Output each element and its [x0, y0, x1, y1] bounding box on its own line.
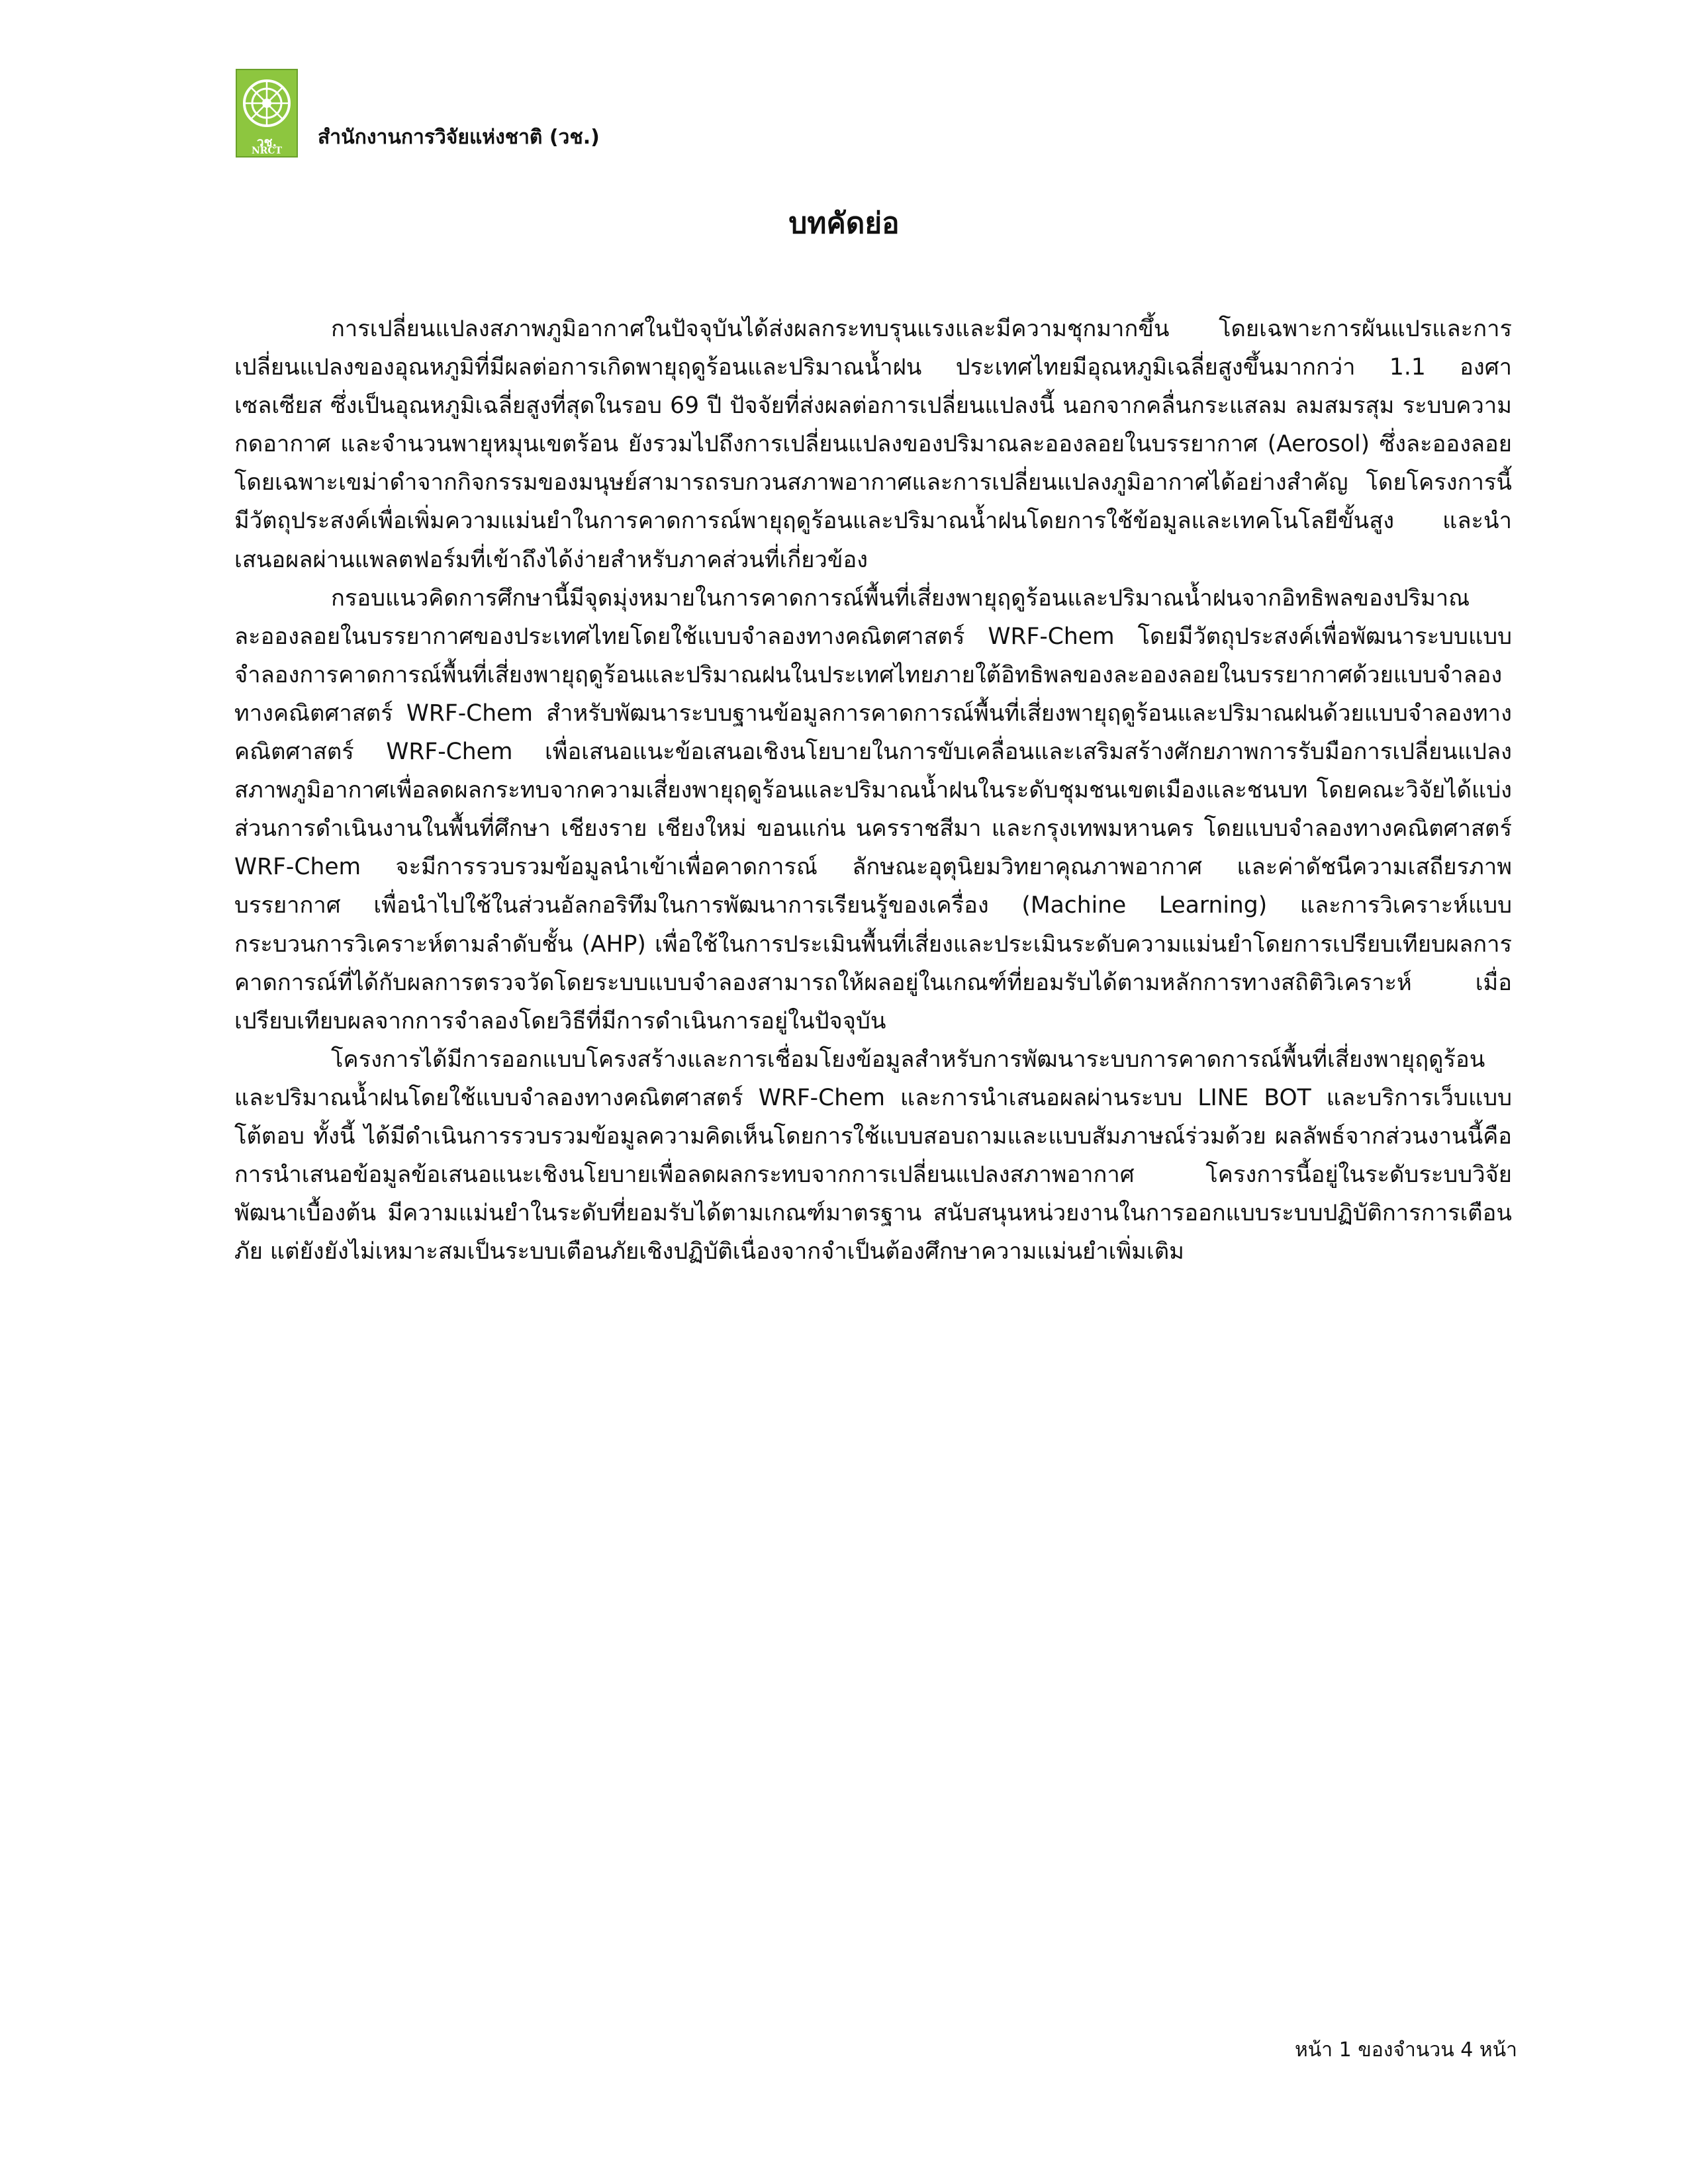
logo-text-thai: วช. [256, 135, 277, 150]
page-number: หน้า 1 ของจำนวน 4 หน้า [1294, 2038, 1517, 2062]
paragraph: การเปลี่ยนแปลงสภาพภูมิอากาศในปัจจุบันได้ส่งผลกระทบรุนแรงและมีความชุกมากขึ้น โดยเฉพาะการผันแปรและการเปลี่ยนแปลงของอุณหภูมิที่มีผลต่อการเกิดพายุฤดูร้อนและปริมาณน้ำฝน ประเทศไทยมีอุณหภูมิเฉลี่ยสูงขึ้นมากกว่า 1.1 องศาเซลเซียส ซึ่งเป็นอุณหภูมิเฉลี่ยสูงที่สุดในรอบ 69 ปี ปัจจัยที่ส่งผลต่อการเปลี่ยนแปลงนี้ นอกจากคลื่นกระแสลม ลมสมรสุม ระบบความกดอากาศ และจำนวนพายุหมุนเขตร้อน ยังรวมไปถึงการเปลี่ยนแปลงของปริมาณละอองลอยในบรรยากาศ (Aerosol) ซึ่งละอองลอยโดยเฉพาะเขม่าดำจากกิจกรรมของมนุษย์สามารถรบกวนสภาพอากาศและการเปลี่ยนแปลงภูมิอากาศได้อย่างสำคัญ โดยโครงการนี้มีวัตถุประสงค์เพื่อเพิ่มความแม่นยำในการคาดการณ์พายุฤดูร้อนและปริมาณน้ำฝนโดยการใช้ข้อมูลและเทคโนโลยีขั้นสูง และนำเสนอผลผ่านแพลตฟอร์มที่เข้าถึงได้ง่ายสำหรับภาคส่วนที่เกี่ยวข้อง [234, 316, 1512, 573]
paragraph: โครงการได้มีการออกแบบโครงสร้างและการเชื่อมโยงข้อมูลสำหรับการพัฒนาระบบการคาดการณ์พื้นที่เสี่ยงพายุฤดูร้อนและปริมาณน้ำฝนโดยใช้แบบจำลองทางคณิตศาสตร์ WRF-Chem และการนำเสนอผลผ่านระบบ LINE BOT และบริการเว็บแบบโต้ตอบ ทั้งนี้ ได้มีดำเนินการรวบรวมข้อมูลความคิดเห็นโดยการใช้แบบสอบถามและแบบสัมภาษณ์ร่วมด้วย ผลลัพธ์จากส่วนงานนี้คือการนำเสนอข้อมูลข้อเสนอแนะเชิงนโยบายเพื่อลดผลกระทบจากการเปลี่ยนแปลงสภาพอากาศ โครงการนี้อยู่ในระดับระบบวิจัยพัฒนาเบื้องต้น มีความแม่นยำในระดับที่ยอมรับได้ตามเกณฑ์มาตรฐาน สนับสนุนหน่วยงานในการออกแบบระบบปฏิบัติการการเตือนภัย แต่ยังยังไม่เหมาะสมเป็นระบบเตือนภัยเชิงปฏิบัติเนื่องจากจำเป็นต้องศึกษาความแม่นยำเพิ่มเติม [234, 1046, 1512, 1265]
page-title: บทคัดย่อ [788, 206, 900, 240]
dharma-wheel-icon [242, 77, 292, 130]
organization-name: สำนักงานการวิจัยแห่งชาติ (วช.) [318, 126, 600, 149]
logo-text-nrct: NRCT [252, 146, 282, 156]
paragraph: กรอบแนวคิดการศึกษานี้มีจุดมุ่งหมายในการคาดการณ์พื้นที่เสี่ยงพายุฤดูร้อนและปริมาณน้ำฝนจากอิทธิพลของปริมาณละอองลอยในบรรยากาศของประเทศไทยโดยใช้แบบจำลองทางคณิตศาสตร์ WRF-Chem โดยมีวัตถุประสงค์เพื่อพัฒนาระบบแบบจำลองการคาดการณ์พื้นที่เสี่ยงพายุฤดูร้อนและปริมาณฝนในประเทศไทยภายใต้อิทธิพลของละอองลอยในบรรยากาศด้วยแบบจำลองทางคณิตศาสตร์ WRF-Chem สำหรับพัฒนาระบบฐานข้อมูลการคาดการณ์พื้นที่เสี่ยงพายุฤดูร้อนและปริมาณฝนด้วยแบบจำลองทางคณิตศาสตร์ WRF-Chem เพื่อเสนอแนะข้อเสนอเชิงนโยบายในการขับเคลื่อนและเสริมสร้างศักยภาพการรับมือการเปลี่ยนแปลงสภาพภูมิอากาศเพื่อลดผลกระทบจากความเสี่ยงพายุฤดูร้อนและปริมาณน้ำฝนในระดับชุมชนเขตเมืองและชนบท โดยคณะวิจัยได้แบ่งส่วนการดำเนินงานในพื้นที่ศึกษา เชียงราย เชียงใหม่ ขอนแก่น นครราชสีมา และกรุงเทพมหานคร โดยแบบจำลองทางคณิตศาสตร์ WRF-Chem จะมีการรวบรวมข้อมูลนำเข้าเพื่อคาดการณ์ ลักษณะอุตุนิยมวิทยาคุณภาพอากาศ และค่าดัชนีความเสถียรภาพบรรยากาศ เพื่อนำไปใช้ในส่วนอัลกอริทึมในการพัฒนาการเรียนรู้ของเครื่อง (Machine Learning) และการวิเคราะห์แบบกระบวนการวิเคราะห์ตามลำดับชั้น (AHP) เพื่อใช้ในการประเมินพื้นที่เสี่ยงและประเมินระดับความแม่นยำโดยการเปรียบเทียบผลการคาดการณ์ที่ได้กับผลการตรวจวัดโดยระบบแบบจำลองสามารถให้ผลอยู่ในเกณฑ์ที่ยอมรับได้ตามหลักการทางสถิติวิเคราะห์ เมื่อเปรียบเทียบผลจากการจำลองโดยวิธีที่มีการดำเนินการอยู่ในปัจจุบัน [234, 584, 1512, 1034]
nrct-logo [236, 69, 298, 158]
abstract-body [234, 310, 1512, 1271]
